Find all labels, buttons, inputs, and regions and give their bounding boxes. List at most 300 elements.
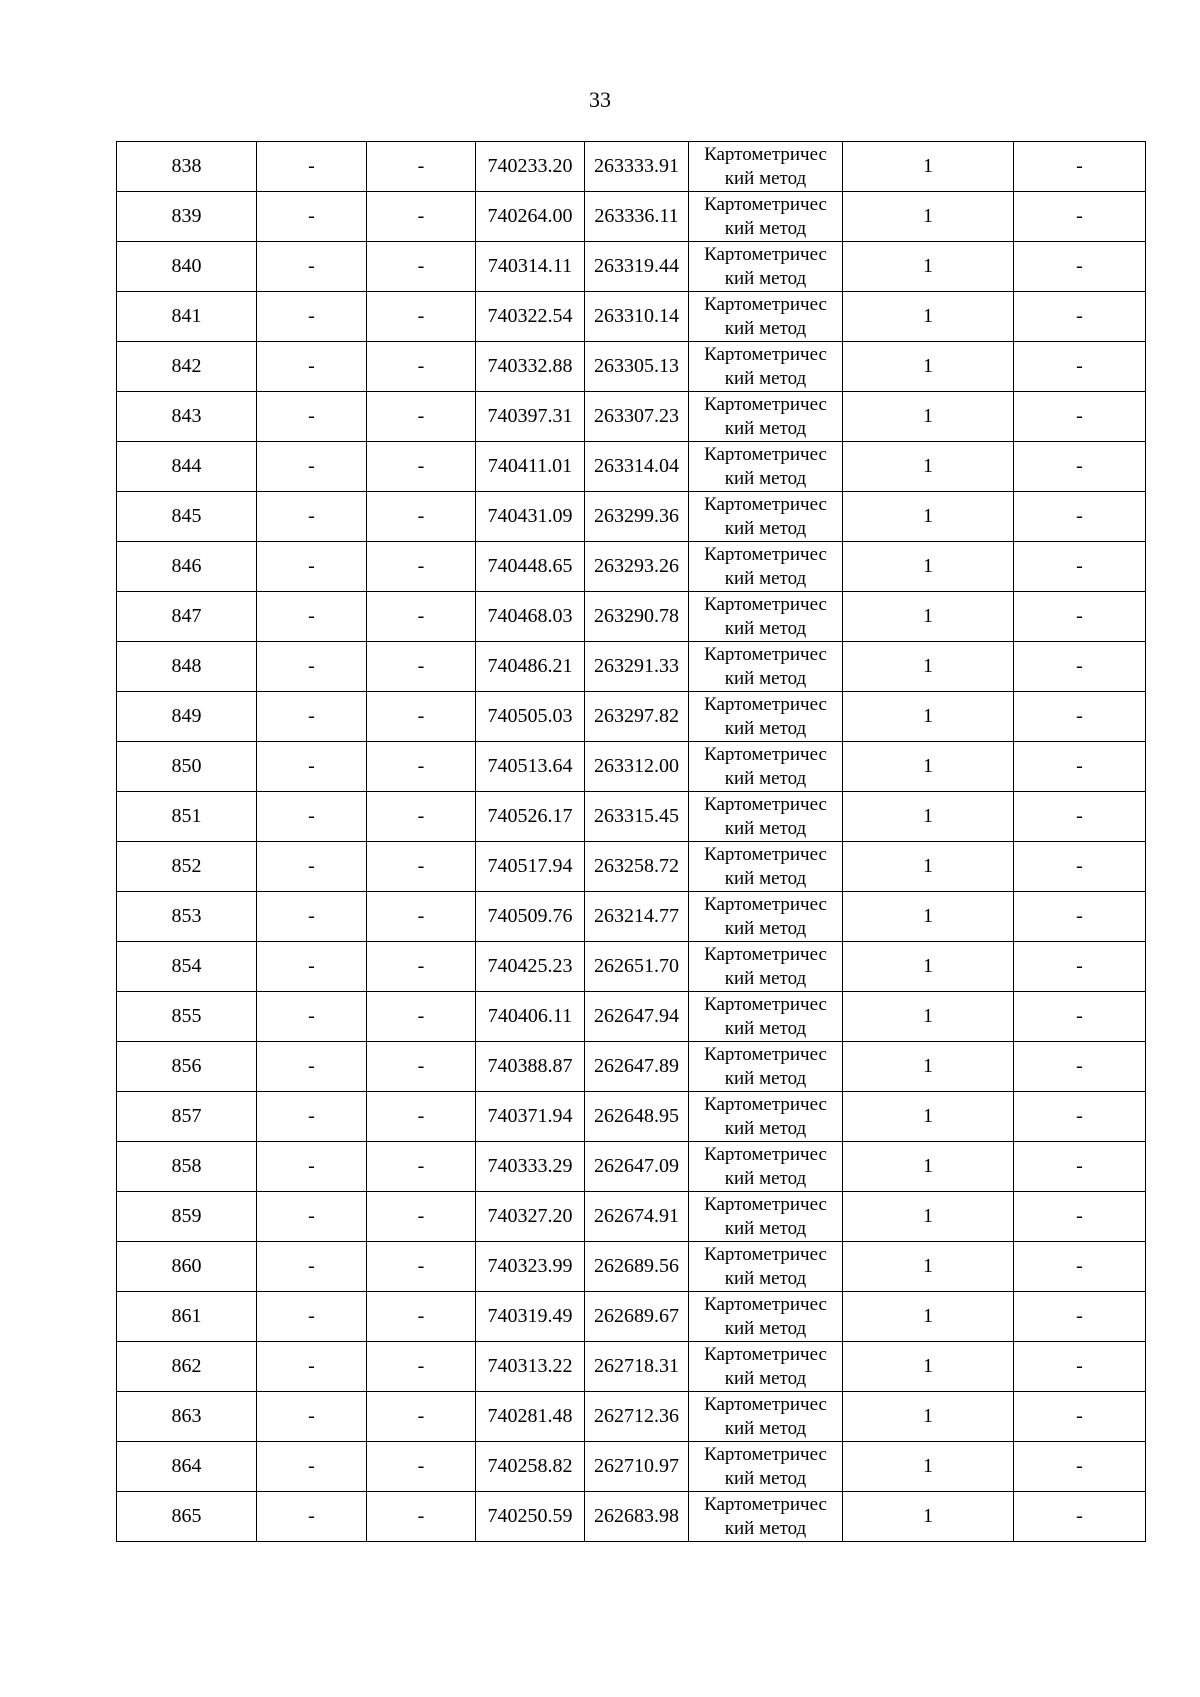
description-cell: - [1014, 592, 1146, 642]
empty-value-cell: - [367, 1092, 476, 1142]
method-cell [689, 1192, 843, 1242]
accuracy-cell: 1 [843, 692, 1014, 742]
point-number-cell: 847 [117, 592, 257, 642]
y-coordinate-cell: 263214.77 [585, 892, 689, 942]
description-cell: - [1014, 1192, 1146, 1242]
description-cell: - [1014, 142, 1146, 192]
x-coordinate-cell: 740505.03 [476, 692, 585, 742]
description-cell: - [1014, 842, 1146, 892]
description-cell: - [1014, 1292, 1146, 1342]
table-row [117, 292, 1146, 342]
empty-value-cell: - [367, 542, 476, 592]
table-row [117, 1242, 1146, 1292]
method-text-line-2: кий метод [724, 1167, 807, 1189]
table-row [117, 742, 1146, 792]
method-cell [689, 542, 843, 592]
accuracy-cell: 1 [843, 1242, 1014, 1292]
empty-value-cell: - [367, 1142, 476, 1192]
point-number-cell: 840 [117, 242, 257, 292]
x-coordinate-cell: 740327.20 [476, 1192, 585, 1242]
method-cell [689, 792, 843, 842]
accuracy-cell: 1 [843, 1192, 1014, 1242]
method-cell [689, 1242, 843, 1292]
method-text-line-2: кий метод [724, 967, 807, 989]
accuracy-cell: 1 [843, 942, 1014, 992]
table-row [117, 442, 1146, 492]
method-cell [689, 1492, 843, 1542]
accuracy-cell: 1 [843, 142, 1014, 192]
y-coordinate-cell: 263319.44 [585, 242, 689, 292]
table-row [117, 342, 1146, 392]
method-text-line-2: кий метод [724, 767, 807, 789]
empty-value-cell: - [367, 1192, 476, 1242]
description-cell: - [1014, 442, 1146, 492]
empty-value-cell: - [257, 992, 367, 1042]
method-cell [689, 1392, 843, 1442]
method-text-line-1: Картометричес [704, 893, 827, 915]
method-text-line-2: кий метод [724, 1217, 807, 1239]
method-text-line-2: кий метод [724, 1467, 807, 1489]
method-cell [689, 1442, 843, 1492]
table-row [117, 842, 1146, 892]
method-text-line-2: кий метод [724, 217, 807, 239]
empty-value-cell: - [257, 242, 367, 292]
x-coordinate-cell: 740431.09 [476, 492, 585, 542]
empty-value-cell: - [257, 1042, 367, 1092]
method-cell [689, 942, 843, 992]
point-number-cell: 854 [117, 942, 257, 992]
x-coordinate-cell: 740258.82 [476, 1442, 585, 1492]
table-row [117, 192, 1146, 242]
empty-value-cell: - [367, 1042, 476, 1092]
y-coordinate-cell: 262710.97 [585, 1442, 689, 1492]
method-text-line-2: кий метод [724, 1117, 807, 1139]
x-coordinate-cell: 740468.03 [476, 592, 585, 642]
empty-value-cell: - [257, 542, 367, 592]
empty-value-cell: - [367, 792, 476, 842]
point-number-cell: 855 [117, 992, 257, 1042]
empty-value-cell: - [367, 892, 476, 942]
table-row [117, 642, 1146, 692]
table-row [117, 792, 1146, 842]
point-number-cell: 865 [117, 1492, 257, 1542]
empty-value-cell: - [257, 192, 367, 242]
point-number-cell: 862 [117, 1342, 257, 1392]
empty-value-cell: - [367, 1442, 476, 1492]
empty-value-cell: - [257, 742, 367, 792]
method-text-line-1: Картометричес [704, 493, 827, 515]
point-number-cell: 842 [117, 342, 257, 392]
y-coordinate-cell: 262647.89 [585, 1042, 689, 1092]
description-cell: - [1014, 692, 1146, 742]
method-cell [689, 192, 843, 242]
y-coordinate-cell: 262718.31 [585, 1342, 689, 1392]
method-cell [689, 242, 843, 292]
method-text-line-1: Картометричес [704, 443, 827, 465]
y-coordinate-cell: 262689.56 [585, 1242, 689, 1292]
description-cell: - [1014, 392, 1146, 442]
y-coordinate-cell: 262689.67 [585, 1292, 689, 1342]
method-cell [689, 742, 843, 792]
y-coordinate-cell: 263315.45 [585, 792, 689, 842]
method-text-line-1: Картометричес [704, 1443, 827, 1465]
y-coordinate-cell: 263299.36 [585, 492, 689, 542]
empty-value-cell: - [367, 942, 476, 992]
table-row [117, 1042, 1146, 1092]
y-coordinate-cell: 263258.72 [585, 842, 689, 892]
table-row [117, 692, 1146, 742]
table-row [117, 1492, 1146, 1542]
x-coordinate-cell: 740371.94 [476, 1092, 585, 1142]
accuracy-cell: 1 [843, 592, 1014, 642]
accuracy-cell: 1 [843, 1392, 1014, 1442]
method-text-line-2: кий метод [724, 417, 807, 439]
y-coordinate-cell: 263291.33 [585, 642, 689, 692]
method-text-line-1: Картометричес [704, 393, 827, 415]
description-cell: - [1014, 1492, 1146, 1542]
method-text-line-2: кий метод [724, 567, 807, 589]
x-coordinate-cell: 740486.21 [476, 642, 585, 692]
point-number-cell: 856 [117, 1042, 257, 1092]
point-number-cell: 851 [117, 792, 257, 842]
method-text-line-2: кий метод [724, 317, 807, 339]
y-coordinate-cell: 263336.11 [585, 192, 689, 242]
description-cell: - [1014, 942, 1146, 992]
table-row [117, 1142, 1146, 1192]
y-coordinate-cell: 262647.94 [585, 992, 689, 1042]
method-text-line-2: кий метод [724, 1417, 807, 1439]
method-text-line-2: кий метод [724, 1317, 807, 1339]
accuracy-cell: 1 [843, 792, 1014, 842]
point-number-cell: 844 [117, 442, 257, 492]
method-cell [689, 342, 843, 392]
method-cell [689, 492, 843, 542]
method-text-line-2: кий метод [724, 667, 807, 689]
y-coordinate-cell: 262648.95 [585, 1092, 689, 1142]
accuracy-cell: 1 [843, 242, 1014, 292]
empty-value-cell: - [257, 392, 367, 442]
x-coordinate-cell: 740397.31 [476, 392, 585, 442]
method-cell [689, 392, 843, 442]
description-cell: - [1014, 492, 1146, 542]
table-row [117, 142, 1146, 192]
empty-value-cell: - [367, 1492, 476, 1542]
method-text-line-2: кий метод [724, 467, 807, 489]
accuracy-cell: 1 [843, 1142, 1014, 1192]
point-number-cell: 846 [117, 542, 257, 592]
y-coordinate-cell: 263297.82 [585, 692, 689, 742]
y-coordinate-cell: 263314.04 [585, 442, 689, 492]
accuracy-cell: 1 [843, 442, 1014, 492]
x-coordinate-cell: 740517.94 [476, 842, 585, 892]
table-row [117, 1292, 1146, 1342]
method-text-line-2: кий метод [724, 1367, 807, 1389]
method-text-line-1: Картометричес [704, 1293, 827, 1315]
y-coordinate-cell: 262651.70 [585, 942, 689, 992]
empty-value-cell: - [257, 1442, 367, 1492]
point-number-cell: 861 [117, 1292, 257, 1342]
method-text-line-1: Картометричес [704, 343, 827, 365]
description-cell: - [1014, 642, 1146, 692]
point-number-cell: 852 [117, 842, 257, 892]
empty-value-cell: - [257, 292, 367, 342]
empty-value-cell: - [367, 192, 476, 242]
accuracy-cell: 1 [843, 742, 1014, 792]
empty-value-cell: - [367, 842, 476, 892]
table-row [117, 392, 1146, 442]
description-cell: - [1014, 1042, 1146, 1092]
empty-value-cell: - [257, 842, 367, 892]
accuracy-cell: 1 [843, 1092, 1014, 1142]
point-number-cell: 839 [117, 192, 257, 242]
method-cell [689, 1142, 843, 1192]
point-number-cell: 838 [117, 142, 257, 192]
method-cell [689, 1042, 843, 1092]
method-text-line-1: Картометричес [704, 993, 827, 1015]
coordinates-table [116, 141, 1146, 1542]
method-cell [689, 992, 843, 1042]
description-cell: - [1014, 1142, 1146, 1192]
accuracy-cell: 1 [843, 1042, 1014, 1092]
method-text-line-1: Картометричес [704, 1493, 827, 1515]
point-number-cell: 860 [117, 1242, 257, 1292]
empty-value-cell: - [257, 792, 367, 842]
method-cell [689, 892, 843, 942]
y-coordinate-cell: 262674.91 [585, 1192, 689, 1242]
empty-value-cell: - [257, 492, 367, 542]
empty-value-cell: - [367, 442, 476, 492]
method-text-line-2: кий метод [724, 1017, 807, 1039]
empty-value-cell: - [257, 1242, 367, 1292]
point-number-cell: 863 [117, 1392, 257, 1442]
method-text-line-1: Картометричес [704, 193, 827, 215]
method-text-line-1: Картометричес [704, 793, 827, 815]
x-coordinate-cell: 740332.88 [476, 342, 585, 392]
accuracy-cell: 1 [843, 292, 1014, 342]
point-number-cell: 859 [117, 1192, 257, 1242]
empty-value-cell: - [257, 942, 367, 992]
method-text-line-2: кий метод [724, 817, 807, 839]
point-number-cell: 841 [117, 292, 257, 342]
description-cell: - [1014, 892, 1146, 942]
point-number-cell: 843 [117, 392, 257, 442]
x-coordinate-cell: 740509.76 [476, 892, 585, 942]
method-cell [689, 1092, 843, 1142]
method-text-line-2: кий метод [724, 367, 807, 389]
table-row [117, 1342, 1146, 1392]
description-cell: - [1014, 1242, 1146, 1292]
empty-value-cell: - [367, 742, 476, 792]
empty-value-cell: - [367, 342, 476, 392]
table-row [117, 942, 1146, 992]
method-text-line-2: кий метод [724, 717, 807, 739]
table-row [117, 1192, 1146, 1242]
empty-value-cell: - [367, 292, 476, 342]
point-number-cell: 850 [117, 742, 257, 792]
x-coordinate-cell: 740233.20 [476, 142, 585, 192]
description-cell: - [1014, 242, 1146, 292]
method-cell [689, 1292, 843, 1342]
point-number-cell: 849 [117, 692, 257, 742]
table-row [117, 892, 1146, 942]
empty-value-cell: - [367, 392, 476, 442]
description-cell: - [1014, 542, 1146, 592]
description-cell: - [1014, 292, 1146, 342]
method-text-line-2: кий метод [724, 1067, 807, 1089]
page-number: 33 [589, 87, 611, 112]
description-cell: - [1014, 1092, 1146, 1142]
empty-value-cell: - [367, 992, 476, 1042]
y-coordinate-cell: 262647.09 [585, 1142, 689, 1192]
method-text-line-1: Картометричес [704, 543, 827, 565]
x-coordinate-cell: 740411.01 [476, 442, 585, 492]
accuracy-cell: 1 [843, 1492, 1014, 1542]
empty-value-cell: - [257, 1492, 367, 1542]
y-coordinate-cell: 263290.78 [585, 592, 689, 642]
method-cell [689, 442, 843, 492]
description-cell: - [1014, 1442, 1146, 1492]
method-text-line-1: Картометричес [704, 743, 827, 765]
empty-value-cell: - [257, 1292, 367, 1342]
method-text-line-1: Картометричес [704, 293, 827, 315]
x-coordinate-cell: 740323.99 [476, 1242, 585, 1292]
point-number-cell: 853 [117, 892, 257, 942]
method-cell [689, 692, 843, 742]
point-number-cell: 848 [117, 642, 257, 692]
accuracy-cell: 1 [843, 1292, 1014, 1342]
method-text-line-1: Картометричес [704, 1343, 827, 1365]
table-row [117, 592, 1146, 642]
method-text-line-1: Картометричес [704, 943, 827, 965]
y-coordinate-cell: 262683.98 [585, 1492, 689, 1542]
accuracy-cell: 1 [843, 392, 1014, 442]
method-text-line-2: кий метод [724, 267, 807, 289]
empty-value-cell: - [367, 1342, 476, 1392]
accuracy-cell: 1 [843, 342, 1014, 392]
accuracy-cell: 1 [843, 642, 1014, 692]
point-number-cell: 857 [117, 1092, 257, 1142]
method-text-line-1: Картометричес [704, 1193, 827, 1215]
method-text-line-2: кий метод [724, 617, 807, 639]
table-row [117, 492, 1146, 542]
empty-value-cell: - [257, 642, 367, 692]
x-coordinate-cell: 740526.17 [476, 792, 585, 842]
method-text-line-1: Картометричес [704, 1243, 827, 1265]
empty-value-cell: - [257, 142, 367, 192]
empty-value-cell: - [367, 242, 476, 292]
empty-value-cell: - [367, 142, 476, 192]
y-coordinate-cell: 262712.36 [585, 1392, 689, 1442]
empty-value-cell: - [257, 892, 367, 942]
method-text-line-1: Картометричес [704, 1043, 827, 1065]
method-cell [689, 592, 843, 642]
x-coordinate-cell: 740314.11 [476, 242, 585, 292]
accuracy-cell: 1 [843, 192, 1014, 242]
empty-value-cell: - [257, 592, 367, 642]
description-cell: - [1014, 992, 1146, 1042]
x-coordinate-cell: 740281.48 [476, 1392, 585, 1442]
accuracy-cell: 1 [843, 492, 1014, 542]
x-coordinate-cell: 740513.64 [476, 742, 585, 792]
empty-value-cell: - [257, 1192, 367, 1242]
empty-value-cell: - [257, 1342, 367, 1392]
empty-value-cell: - [367, 1242, 476, 1292]
y-coordinate-cell: 263333.91 [585, 142, 689, 192]
table-row [117, 992, 1146, 1042]
method-text-line-1: Картометричес [704, 593, 827, 615]
x-coordinate-cell: 740406.11 [476, 992, 585, 1042]
method-text-line-1: Картометричес [704, 843, 827, 865]
method-text-line-1: Картометричес [704, 1393, 827, 1415]
description-cell: - [1014, 1342, 1146, 1392]
method-cell [689, 292, 843, 342]
table-row [117, 1092, 1146, 1142]
x-coordinate-cell: 740388.87 [476, 1042, 585, 1092]
empty-value-cell: - [367, 692, 476, 742]
description-cell: - [1014, 192, 1146, 242]
y-coordinate-cell: 263305.13 [585, 342, 689, 392]
y-coordinate-cell: 263293.26 [585, 542, 689, 592]
x-coordinate-cell: 740319.49 [476, 1292, 585, 1342]
method-text-line-1: Картометричес [704, 243, 827, 265]
method-text-line-2: кий метод [724, 867, 807, 889]
method-text-line-2: кий метод [724, 167, 807, 189]
accuracy-cell: 1 [843, 542, 1014, 592]
method-text-line-2: кий метод [724, 1517, 807, 1539]
description-cell: - [1014, 742, 1146, 792]
method-cell [689, 842, 843, 892]
x-coordinate-cell: 740264.00 [476, 192, 585, 242]
method-text-line-1: Картометричес [704, 693, 827, 715]
method-text-line-1: Картометричес [704, 1093, 827, 1115]
x-coordinate-cell: 740250.59 [476, 1492, 585, 1542]
y-coordinate-cell: 263310.14 [585, 292, 689, 342]
empty-value-cell: - [257, 342, 367, 392]
method-cell [689, 1342, 843, 1392]
table-body [117, 142, 1146, 1542]
y-coordinate-cell: 263312.00 [585, 742, 689, 792]
point-number-cell: 845 [117, 492, 257, 542]
description-cell: - [1014, 342, 1146, 392]
x-coordinate-cell: 740322.54 [476, 292, 585, 342]
x-coordinate-cell: 740448.65 [476, 542, 585, 592]
empty-value-cell: - [367, 1292, 476, 1342]
empty-value-cell: - [257, 1392, 367, 1442]
accuracy-cell: 1 [843, 1342, 1014, 1392]
method-text-line-1: Картометричес [704, 143, 827, 165]
empty-value-cell: - [367, 492, 476, 542]
point-number-cell: 858 [117, 1142, 257, 1192]
table-row [117, 542, 1146, 592]
table-row [117, 242, 1146, 292]
x-coordinate-cell: 740425.23 [476, 942, 585, 992]
empty-value-cell: - [367, 592, 476, 642]
empty-value-cell: - [257, 1092, 367, 1142]
x-coordinate-cell: 740313.22 [476, 1342, 585, 1392]
accuracy-cell: 1 [843, 892, 1014, 942]
accuracy-cell: 1 [843, 842, 1014, 892]
method-text-line-1: Картометричес [704, 1143, 827, 1165]
description-cell: - [1014, 792, 1146, 842]
table-row [117, 1442, 1146, 1492]
method-text-line-2: кий метод [724, 517, 807, 539]
point-number-cell: 864 [117, 1442, 257, 1492]
method-cell [689, 642, 843, 692]
empty-value-cell: - [257, 1142, 367, 1192]
y-coordinate-cell: 263307.23 [585, 392, 689, 442]
method-text-line-2: кий метод [724, 917, 807, 939]
x-coordinate-cell: 740333.29 [476, 1142, 585, 1192]
